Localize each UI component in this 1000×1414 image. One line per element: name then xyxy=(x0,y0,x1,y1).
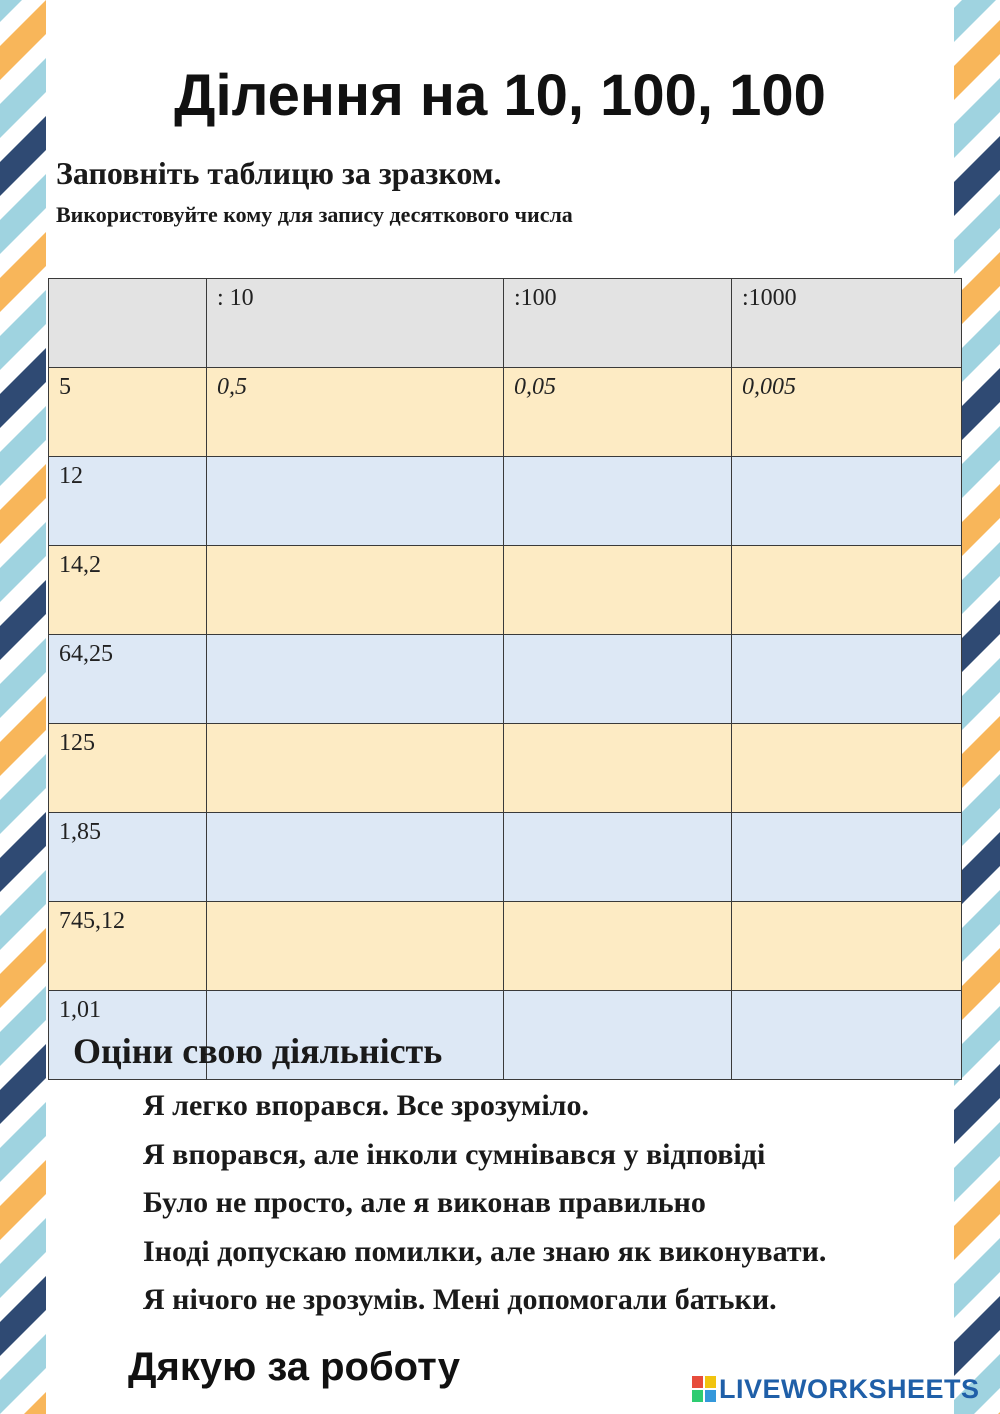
self-assessment-option[interactable]: Я впорався, але інколи сумнівався у відповіді xyxy=(143,1137,766,1171)
row-number-cell: 1,01 xyxy=(49,991,207,1080)
liveworksheets-watermark xyxy=(692,1374,980,1404)
example-answer-cell: 0,05 xyxy=(504,368,732,457)
row-number-cell: 14,2 xyxy=(49,546,207,635)
example-answer-cell: 0,5 xyxy=(207,368,504,457)
table-row xyxy=(49,635,962,724)
stripe-pattern xyxy=(0,0,46,1414)
table-row xyxy=(49,813,962,902)
answer-cell[interactable] xyxy=(732,902,962,991)
answer-cell[interactable] xyxy=(732,635,962,724)
answer-cell[interactable] xyxy=(504,724,732,813)
answer-cell[interactable] xyxy=(732,457,962,546)
answer-cell[interactable] xyxy=(732,813,962,902)
table-row xyxy=(49,457,962,546)
table-row xyxy=(49,368,962,457)
self-assessment-list xyxy=(143,1086,826,1329)
table-header-row xyxy=(49,279,962,368)
left-border-stripes xyxy=(0,0,46,1414)
instruction-note: Використовуйте кому для запису десяткового числа xyxy=(56,202,573,227)
instruction: Заповніть таблицю за зразком. xyxy=(56,155,502,191)
liveworksheets-logo-icon xyxy=(692,1376,716,1402)
answer-cell[interactable] xyxy=(207,546,504,635)
answer-cell[interactable] xyxy=(207,635,504,724)
answer-cell[interactable] xyxy=(504,902,732,991)
row-number-cell: 12 xyxy=(49,457,207,546)
answer-cell[interactable] xyxy=(732,991,962,1080)
self-assessment-option[interactable]: Я нічого не зрозумів. Мені допомогали батьки. xyxy=(143,1283,777,1316)
row-number-cell: 745,12 xyxy=(49,902,207,991)
self-assessment-title: Оціни свою діяльність xyxy=(73,1031,443,1071)
closing-text: Дякую за роботу xyxy=(128,1345,460,1389)
self-assessment-option[interactable]: Іноді допускаю помилки, але знаю як виконувати. xyxy=(143,1234,827,1268)
table-row xyxy=(49,724,962,813)
answer-cell[interactable] xyxy=(504,457,732,546)
header-cell-div100: :100 xyxy=(504,279,732,368)
answer-cell[interactable] xyxy=(504,991,732,1080)
self-assessment-option[interactable]: Було не просто, але я виконав правильно xyxy=(143,1186,706,1219)
row-number-cell: 5 xyxy=(49,368,207,457)
table-row xyxy=(49,902,962,991)
answer-cell[interactable] xyxy=(732,546,962,635)
division-table xyxy=(48,278,962,1080)
liveworksheets-brand: LIVEWORKSHEETS xyxy=(719,1373,980,1404)
answer-cell[interactable] xyxy=(207,457,504,546)
self-assessment-option[interactable]: Я легко впорався. Все зрозуміло. xyxy=(143,1089,589,1122)
row-number-cell: 64,25 xyxy=(49,635,207,724)
header-cell-div10: : 10 xyxy=(207,279,504,368)
answer-cell[interactable] xyxy=(207,724,504,813)
answer-cell[interactable] xyxy=(504,635,732,724)
table-row xyxy=(49,546,962,635)
answer-cell[interactable] xyxy=(732,724,962,813)
answer-cell[interactable] xyxy=(207,902,504,991)
answer-cell[interactable] xyxy=(504,546,732,635)
row-number-cell: 125 xyxy=(49,724,207,813)
answer-cell[interactable] xyxy=(504,813,732,902)
header-cell-div1000: :1000 xyxy=(732,279,962,368)
header-cell-empty xyxy=(49,279,207,368)
answer-cell[interactable] xyxy=(207,813,504,902)
page-title: Ділення на 10, 100, 100 xyxy=(174,63,826,128)
example-answer-cell: 0,005 xyxy=(732,368,962,457)
row-number-cell: 1,85 xyxy=(49,813,207,902)
